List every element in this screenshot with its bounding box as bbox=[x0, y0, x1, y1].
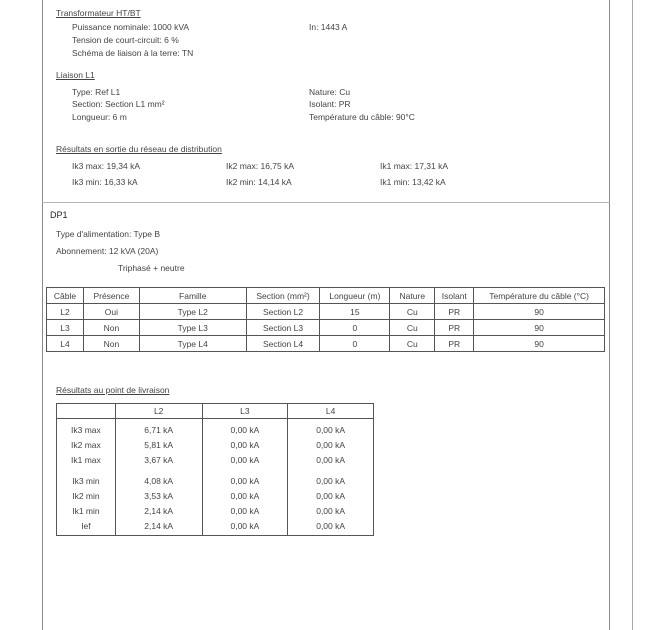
delivery-value: 3,67 kA bbox=[115, 452, 202, 467]
table-cell: Cu bbox=[390, 320, 435, 336]
delivery-row-label: Ik3 max bbox=[71, 424, 101, 435]
delivery-value: 0,00 kA bbox=[202, 488, 288, 503]
delivery-row bbox=[57, 452, 374, 467]
delivery-value: 0,00 kA bbox=[202, 467, 288, 488]
liaison-title: Liaison L1 bbox=[56, 70, 95, 80]
delivery-row-label: Ik1 min bbox=[72, 505, 100, 516]
table-cell: Type L2 bbox=[139, 304, 246, 320]
section-divider bbox=[42, 202, 610, 203]
delivery-value: 0,00 kA bbox=[202, 518, 288, 536]
cable-header-3: Section (mm²) bbox=[246, 288, 320, 304]
delivery-header-blank bbox=[57, 404, 116, 419]
network-ik1min: Ik1 min: 13,42 kA bbox=[380, 177, 446, 187]
liaison-nature: Nature: Cu bbox=[309, 87, 351, 97]
delivery-column-header: L3 bbox=[202, 404, 288, 419]
table-cell: 15 bbox=[320, 304, 390, 320]
cable-header-6: Isolant bbox=[435, 288, 474, 304]
delivery-value: 0,00 kA bbox=[202, 437, 288, 452]
transformer-power: Puissance nominale: 1000 kVA bbox=[72, 22, 190, 32]
network-ik3max: Ik3 max: 19,34 kA bbox=[72, 161, 141, 171]
network-ik2min: Ik2 min: 14,14 kA bbox=[226, 177, 292, 187]
cable-header-4: Longueur (m) bbox=[320, 288, 390, 304]
delivery-row bbox=[57, 419, 374, 438]
liaison-temperature: Température du câble: 90°C bbox=[309, 112, 415, 122]
delivery-results-title: Résultats au point de livraison bbox=[56, 385, 170, 395]
cable-header-1: Présence bbox=[83, 288, 139, 304]
delivery-header-row bbox=[57, 404, 374, 419]
delivery-value: 0,00 kA bbox=[288, 467, 374, 488]
cable-table-header bbox=[47, 288, 605, 304]
table-row bbox=[47, 336, 605, 352]
cable-header-2: Famille bbox=[139, 288, 246, 304]
table-cell: 90 bbox=[474, 320, 605, 336]
page-border-right-outer bbox=[632, 0, 633, 630]
table-cell: Section L2 bbox=[246, 304, 320, 320]
delivery-value: 5,81 kA bbox=[115, 437, 202, 452]
network-results-title: Résultats en sortie du réseau de distribution bbox=[56, 144, 222, 154]
liaison-insulation: Isolant: PR bbox=[309, 99, 351, 109]
transformer-title: Transformateur HT/BT bbox=[56, 8, 141, 18]
table-cell: Section L4 bbox=[246, 336, 320, 352]
table-cell: Non bbox=[83, 336, 139, 352]
table-cell: 0 bbox=[320, 320, 390, 336]
dp1-phase: Triphasé + neutre bbox=[118, 263, 185, 273]
delivery-row bbox=[57, 437, 374, 452]
table-cell: PR bbox=[435, 336, 474, 352]
delivery-value: 0,00 kA bbox=[288, 452, 374, 467]
cable-table bbox=[46, 287, 605, 352]
table-cell: L2 bbox=[47, 304, 84, 320]
delivery-row bbox=[57, 467, 374, 488]
delivery-value: 0,00 kA bbox=[288, 437, 374, 452]
delivery-value: 0,00 kA bbox=[288, 503, 374, 518]
delivery-value: 3,53 kA bbox=[115, 488, 202, 503]
table-cell: Oui bbox=[83, 304, 139, 320]
delivery-value: 0,00 kA bbox=[202, 452, 288, 467]
delivery-row bbox=[57, 518, 374, 536]
delivery-value: 0,00 kA bbox=[288, 518, 374, 536]
table-cell: 90 bbox=[474, 336, 605, 352]
delivery-row-label: Ik2 max bbox=[71, 439, 101, 450]
table-row bbox=[47, 320, 605, 336]
table-cell: Cu bbox=[390, 336, 435, 352]
table-cell: Section L3 bbox=[246, 320, 320, 336]
table-cell: 0 bbox=[320, 336, 390, 352]
transformer-voltage: Tension de court-circuit: 6 % bbox=[72, 35, 179, 45]
transformer-current: In: 1443 A bbox=[309, 22, 348, 32]
delivery-row-label: Ik3 min bbox=[72, 475, 100, 486]
delivery-column-header: L4 bbox=[288, 404, 374, 419]
transformer-earthing: Schéma de liaison à la terre: TN bbox=[72, 48, 194, 58]
liaison-section: Section: Section L1 mm² bbox=[72, 99, 165, 109]
delivery-row bbox=[57, 503, 374, 518]
table-cell: L3 bbox=[47, 320, 84, 336]
table-cell: L4 bbox=[47, 336, 84, 352]
table-cell: Type L3 bbox=[139, 320, 246, 336]
delivery-row bbox=[57, 488, 374, 503]
cable-header-0: Câble bbox=[47, 288, 84, 304]
delivery-value: 0,00 kA bbox=[288, 488, 374, 503]
page-border-left bbox=[42, 0, 43, 630]
delivery-value: 4,08 kA bbox=[115, 467, 202, 488]
liaison-length: Longueur: 6 m bbox=[72, 112, 127, 122]
delivery-value: 2,14 kA bbox=[115, 503, 202, 518]
delivery-value: 0,00 kA bbox=[288, 419, 374, 438]
page-border-right bbox=[609, 0, 610, 630]
delivery-results-table bbox=[56, 403, 374, 536]
delivery-value: 0,00 kA bbox=[202, 419, 288, 438]
delivery-row-label: Ik1 max bbox=[71, 454, 101, 465]
dp1-title: DP1 bbox=[50, 210, 68, 220]
dp1-subscription: Abonnement: 12 kVA (20A) bbox=[56, 246, 159, 256]
table-cell: PR bbox=[435, 304, 474, 320]
delivery-value: 0,00 kA bbox=[202, 503, 288, 518]
delivery-row-label: Ief bbox=[81, 520, 91, 531]
network-ik1max: Ik1 max: 17,31 kA bbox=[380, 161, 449, 171]
cable-header-5: Nature bbox=[390, 288, 435, 304]
network-ik3min: Ik3 min: 16,33 kA bbox=[72, 177, 138, 187]
delivery-column-header: L2 bbox=[115, 404, 202, 419]
dp1-supply-type: Type d'alimentation: Type B bbox=[56, 229, 161, 239]
delivery-value: 2,14 kA bbox=[115, 518, 202, 536]
cable-header-7: Température du câble (°C) bbox=[474, 288, 605, 304]
table-cell: 90 bbox=[474, 304, 605, 320]
table-cell: PR bbox=[435, 320, 474, 336]
delivery-row-label: Ik2 min bbox=[72, 490, 100, 501]
table-cell: Type L4 bbox=[139, 336, 246, 352]
table-row bbox=[47, 304, 605, 320]
delivery-value: 6,71 kA bbox=[115, 419, 202, 438]
table-cell: Non bbox=[83, 320, 139, 336]
table-cell: Cu bbox=[390, 304, 435, 320]
network-ik2max: Ik2 max: 16,75 kA bbox=[226, 161, 295, 171]
liaison-type: Type: Ref L1 bbox=[72, 87, 121, 97]
